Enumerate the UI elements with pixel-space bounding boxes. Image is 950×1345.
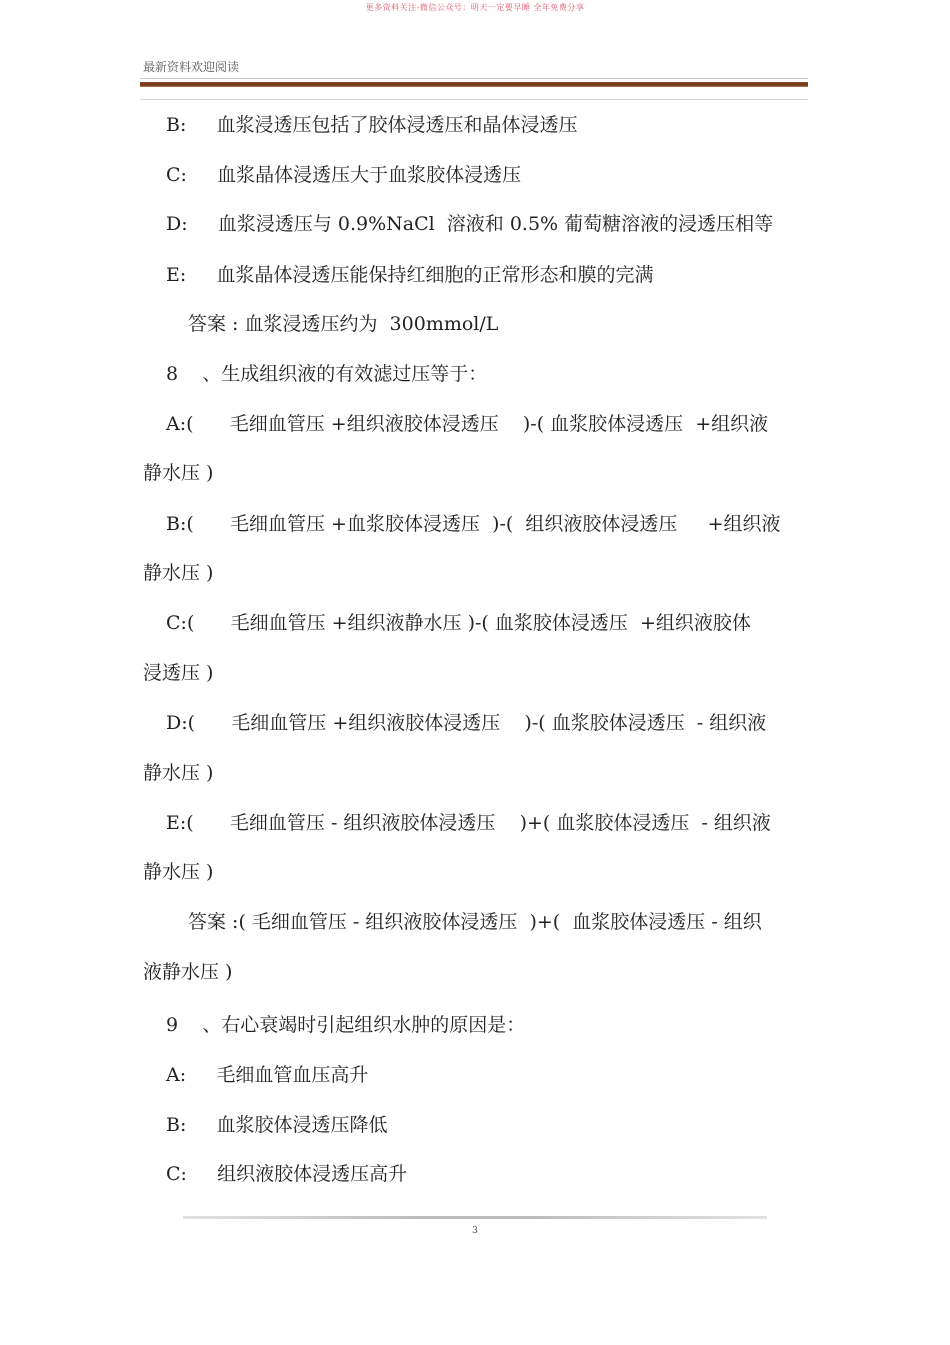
q9-option-a: A: 毛细血管血压高升 bbox=[166, 1064, 369, 1086]
q8-option-b: B:( 毛细血管压 +血浆胶体浸透压 )-( 组织液胶体浸透压 +组织液 bbox=[166, 513, 781, 535]
header-rule-thin bbox=[140, 78, 808, 79]
q8-option-d-cont: 静水压 ) bbox=[143, 762, 214, 784]
header-rule-thick bbox=[140, 82, 808, 87]
q8-answer-cont: 液静水压 ) bbox=[143, 961, 233, 983]
q7-option-e: E: 血浆晶体浸透压能保持红细胞的正常形态和膜的完满 bbox=[166, 264, 654, 286]
q7-option-c: C: 血浆晶体浸透压大于血浆胶体浸透压 bbox=[166, 164, 522, 186]
header-rule-under bbox=[140, 99, 808, 100]
footer-rule bbox=[183, 1216, 767, 1219]
q8-title: 8 、生成组织液的有效滤过压等于： bbox=[166, 363, 488, 385]
q8-answer: 答案 :( 毛细血管压 - 组织液胶体浸透压 )+( 血浆胶体浸透压 - 组织 bbox=[188, 911, 762, 933]
q8-option-a-cont: 静水压 ) bbox=[143, 462, 214, 484]
q9-title: 9 、右心衰竭时引起组织水肿的原因是： bbox=[166, 1014, 526, 1036]
q8-option-c-cont: 浸透压 ) bbox=[143, 662, 214, 684]
q9-option-c: C: 组织液胶体浸透压高升 bbox=[166, 1163, 408, 1185]
q8-option-d: D:( 毛细血管压 +组织液胶体浸透压 )-( 血浆胶体浸透压 - 组织液 bbox=[166, 712, 767, 734]
q9-option-b: B: 血浆胶体浸透压降低 bbox=[166, 1114, 388, 1136]
q8-option-b-cont: 静水压 ) bbox=[143, 562, 214, 584]
q7-option-d: D: 血浆浸透压与 0.9%NaCl 溶液和 0.5% 葡萄糖溶液的浸透压相等 bbox=[166, 213, 774, 235]
q7-option-b: B: 血浆浸透压包括了胶体浸透压和晶体浸透压 bbox=[166, 114, 578, 136]
header-label: 最新资料欢迎阅读 bbox=[143, 60, 240, 74]
q7-answer: 答案 : 血浆浸透压约为 300mmol/L bbox=[188, 313, 499, 335]
q8-option-a: A:( 毛细血管压 +组织液胶体浸透压 )-( 血浆胶体浸透压 +组织液 bbox=[166, 413, 769, 435]
q8-option-e-cont: 静水压 ) bbox=[143, 861, 214, 883]
q8-option-c: C:( 毛细血管压 +组织液静水压 )-( 血浆胶体浸透压 +组织液胶体 bbox=[166, 612, 751, 634]
top-banner: 更多资料关注-微信公众号：明天一定要早睡 全年免费分享 bbox=[365, 3, 585, 12]
q8-option-e: E:( 毛细血管压 - 组织液胶体浸透压 )+( 血浆胶体浸透压 - 组织液 bbox=[166, 812, 771, 834]
page-number: 3 bbox=[472, 1226, 478, 1236]
